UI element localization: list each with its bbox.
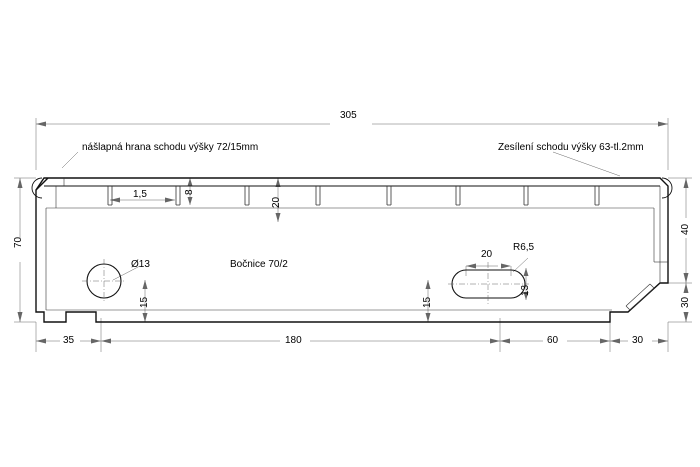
dim-slot-offset-15: 15 bbox=[422, 296, 433, 308]
hole-circle bbox=[82, 259, 126, 303]
dim-right-height-30: 30 bbox=[680, 296, 691, 308]
dim-base-60: 60 bbox=[547, 335, 559, 346]
dim-slot-radius: R6,5 bbox=[513, 242, 535, 253]
dim-slot-width-20: 20 bbox=[481, 249, 493, 260]
part-label: Bočnice 70/2 bbox=[230, 259, 288, 270]
dim-base-30: 30 bbox=[632, 335, 644, 346]
dim-top-20: 20 bbox=[271, 196, 282, 208]
note-right-reinforcement: Zesílení schodu výšky 63-tl.2mm bbox=[498, 142, 644, 153]
dim-base-35: 35 bbox=[63, 335, 75, 346]
dim-base-180: 180 bbox=[285, 335, 302, 346]
dim-overall-length: 305 bbox=[340, 110, 357, 121]
dim-overall-height: 70 bbox=[13, 236, 24, 248]
dimension-lines bbox=[14, 118, 692, 352]
note-left-step-edge: nášlapná hrana schodu výšky 72/15mm bbox=[82, 142, 259, 153]
dim-hole-diameter: Ø13 bbox=[131, 259, 150, 270]
top-tab-slots bbox=[108, 186, 599, 205]
part-outline bbox=[32, 178, 672, 322]
dim-slot-height-13: 13 bbox=[520, 284, 531, 296]
dim-right-height-40: 40 bbox=[680, 223, 691, 235]
dim-hole-height-15: 15 bbox=[139, 296, 150, 308]
dim-top-8: 8 bbox=[184, 189, 195, 195]
dim-top-1-5: 1,5 bbox=[133, 189, 147, 200]
